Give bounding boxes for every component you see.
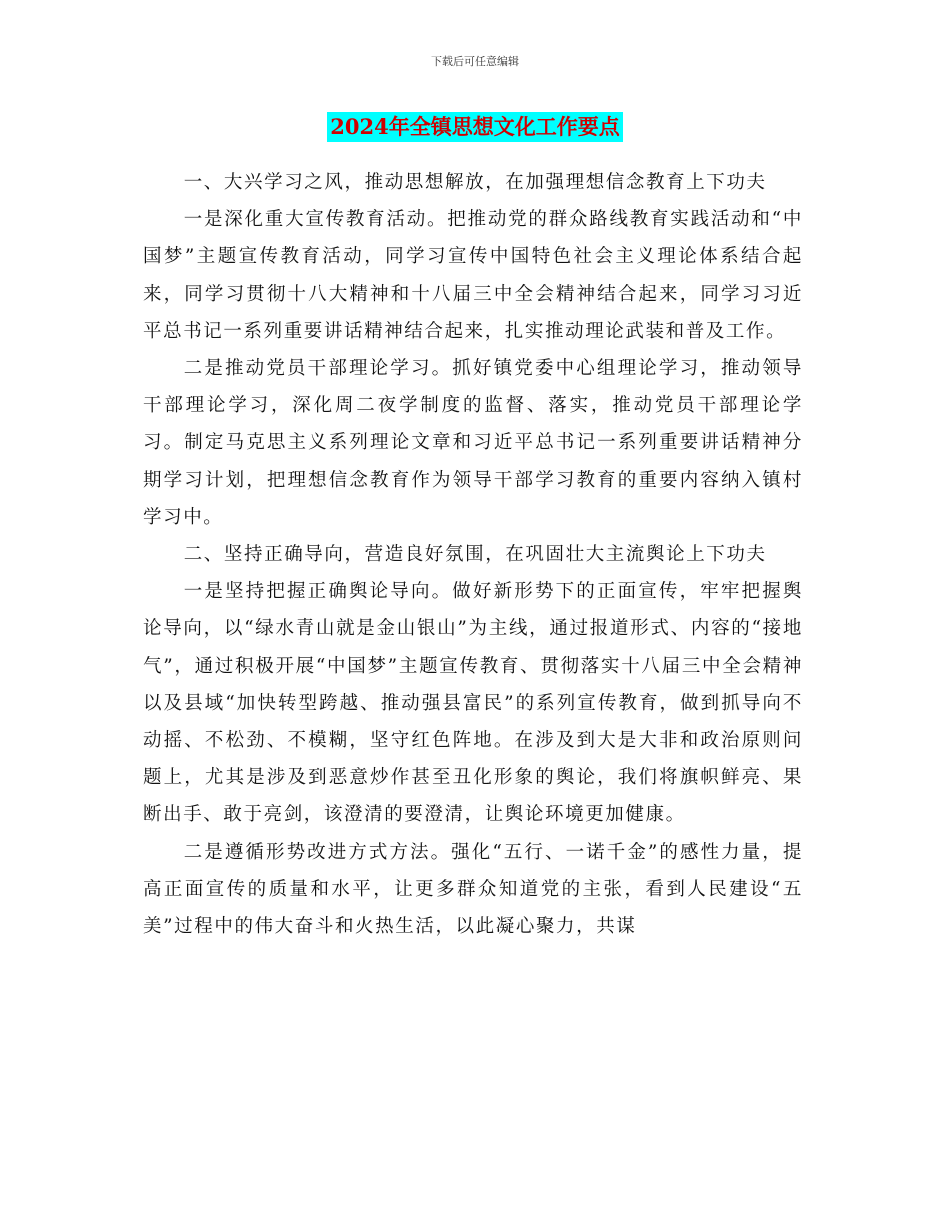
paragraph: 一是坚持把握正确舆论导向。做好新形势下的正面宣传，牢牢把握舆论导向，以“绿水青山就是金山银山”为主线，通过报道形式、内容的“接地气”，通过积极开展“中国梦”主题宣传教育、贯彻落实十八届三中全会精神以及县域“加快转型跨越、推动强县富民”的系列宣传教育，做到抓导向不动摇、不松劲、不模糊，坚守红色阵地。在涉及到大是大非和政治原则问题上，尤其是涉及到恶意炒作甚至丑化形象的舆论，我们将旗帜鲜亮、果断出手、敢于亮剑，该澄清的要澄清，让舆论环境更加健康。 (143, 581, 803, 826)
paragraph: 二是推动党员干部理论学习。抓好镇党委中心组理论学习，推动领导干部理论学习，深化周二夜学制度的监督、落实，推动党员干部理论学习。制定马克思主义系列理论文章和习近平总书记一系列重要讲话精神分期学习计划，把理想信念教育作为领导干部学习教育的重要内容纳入镇村学习中。 (143, 358, 803, 528)
page-header: 下载后可任意编辑 (431, 55, 519, 68)
document-body (143, 164, 803, 945)
paragraph: 一是深化重大宣传教育活动。把推动党的群众路线教育实践活动和“中国梦”主题宣传教育活动，同学习宣传中国特色社会主义理论体系结合起来，同学习贯彻十八大精神和十八届三中全会精神结合起来，同学习习近平总书记一系列重要讲话精神结合起来，扎实推动理论武装和普及工作。 (143, 209, 803, 342)
section-heading-1: 一、大兴学习之风，推动思想解放，在加强理想信念教育上下功夫 (183, 172, 767, 193)
document-title: 2024年全镇思想文化工作要点 (327, 112, 622, 142)
title-wrapper (0, 112, 950, 142)
section-heading-2: 二、坚持正确导向，营造良好氛围，在巩固壮大主流舆论上下功夫 (183, 544, 767, 566)
paragraph: 二是遵循形势改进方式方法。强化“五行、一诺千金”的感性力量，提高正面宣传的质量和水平，让更多群众知道党的主张，看到人民建设“五美”过程中的伟大奋斗和火热生活，以此凝心聚力，共谋 (143, 841, 803, 938)
